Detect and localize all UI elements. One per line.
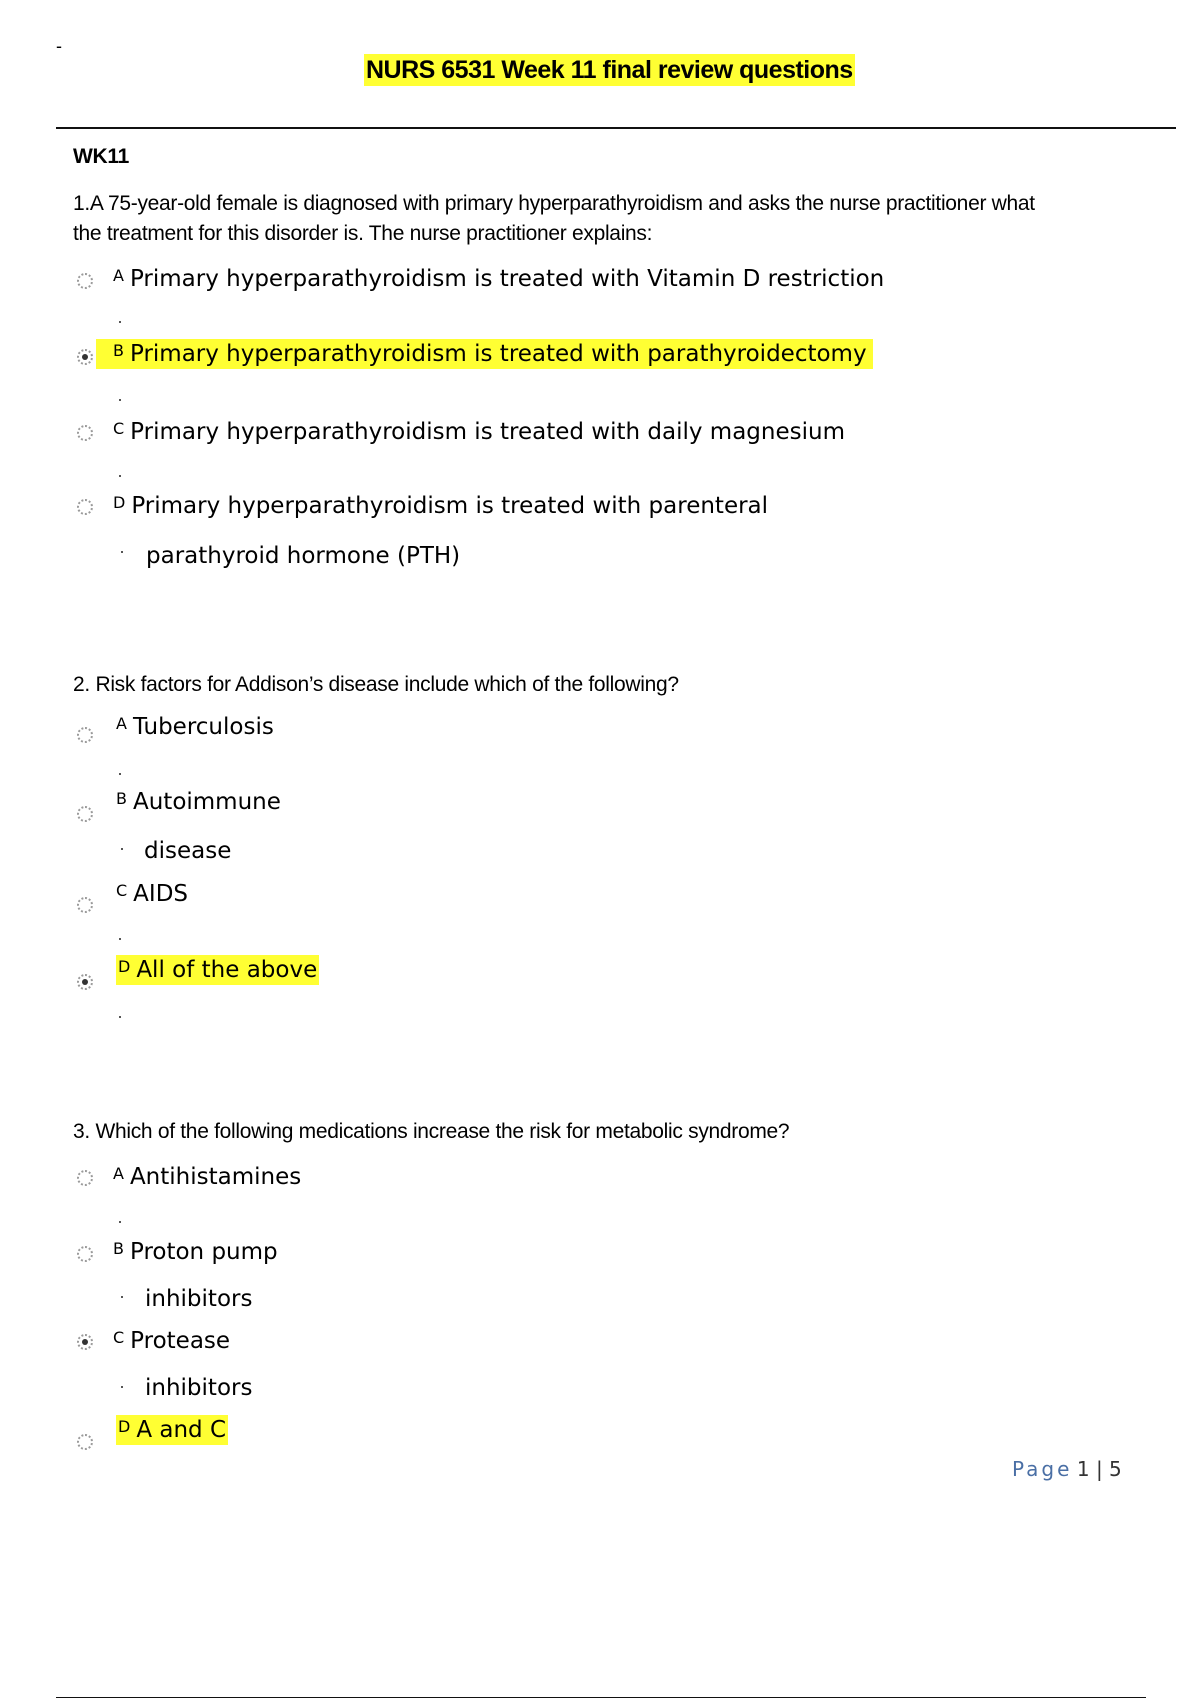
q1-option-d-radio[interactable] [77, 499, 93, 515]
q2-option-a[interactable] [116, 714, 274, 740]
section-label: WK11 [73, 145, 129, 168]
q3-option-c-continuation: inhibitors [145, 1375, 253, 1401]
q2-option-a-letter: A [116, 714, 127, 733]
q2-option-c[interactable] [116, 881, 188, 907]
q2-option-b-bullet [121, 848, 123, 850]
q2-option-a-bullet [119, 773, 121, 775]
page-label: Page [1012, 1457, 1073, 1481]
q3-option-b-text: Proton pump [129, 1239, 278, 1265]
q1-option-d-bullet [121, 551, 123, 553]
question-1-text-line2: the treatment for this disorder is. The nurse practitioner explains: [73, 222, 653, 245]
q1-option-c[interactable] [113, 419, 845, 445]
q3-option-c-text: Protease [130, 1328, 231, 1354]
header-rule [56, 127, 1176, 129]
q3-option-a-letter: A [113, 1164, 124, 1183]
q1-option-b-letter: B [113, 341, 124, 360]
page-title [364, 56, 855, 85]
q1-option-a-text: Primary hyperparathyroidism is treated with Vitamin D restriction [129, 266, 885, 292]
q3-option-c-radio[interactable] [77, 1334, 93, 1350]
q2-option-b[interactable] [116, 789, 281, 815]
q3-option-b-bullet [121, 1296, 123, 1298]
page-number: 1 | 5 [1076, 1457, 1122, 1481]
q1-option-d[interactable] [113, 493, 768, 519]
q2-option-c-letter: C [116, 881, 128, 900]
q2-option-a-text: Tuberculosis [132, 714, 274, 740]
q1-option-a-letter: A [113, 266, 124, 285]
q3-option-b-continuation: inhibitors [145, 1286, 253, 1312]
q2-option-d[interactable] [116, 955, 319, 985]
q2-option-a-radio[interactable] [77, 727, 93, 743]
q1-option-d-continuation: parathyroid hormone (PTH) [146, 543, 461, 569]
q3-option-d[interactable] [116, 1415, 228, 1445]
q1-option-d-text: Primary hyperparathyroidism is treated with parenteral [131, 493, 769, 519]
q1-option-b-bullet [119, 399, 121, 401]
q1-option-b-text: Primary hyperparathyroidism is treated with parathyroidectomy [129, 341, 867, 367]
q2-option-b-continuation: disease [144, 838, 232, 864]
footer-rule [56, 1697, 1146, 1698]
q3-option-a-text: Antihistamines [129, 1164, 302, 1190]
q1-option-c-letter: C [113, 419, 125, 438]
q2-option-d-bullet [119, 1016, 121, 1018]
q1-option-c-bullet [119, 475, 121, 477]
q3-option-b-radio[interactable] [77, 1246, 93, 1262]
q2-option-d-text: All of the above [136, 957, 318, 983]
q3-option-c[interactable] [113, 1328, 230, 1354]
q3-option-b[interactable] [113, 1239, 278, 1265]
page-footer [1012, 1457, 1122, 1481]
header-dash: - [56, 36, 62, 56]
q1-option-a-radio[interactable] [77, 273, 93, 289]
question-3-text: 3. Which of the following medications increase the risk for metabolic syndrome? [73, 1120, 790, 1143]
q1-option-b[interactable] [96, 339, 873, 369]
q2-option-c-bullet [119, 938, 121, 940]
q2-option-c-text: AIDS [133, 881, 188, 907]
q2-option-b-radio[interactable] [77, 806, 93, 822]
q2-option-d-letter: D [118, 957, 131, 976]
q3-option-a[interactable] [113, 1164, 301, 1190]
q3-option-b-letter: B [113, 1239, 124, 1258]
q2-option-d-radio[interactable] [77, 974, 93, 990]
q1-option-c-text: Primary hyperparathyroidism is treated with daily magnesium [130, 419, 845, 445]
q3-option-d-text: A and C [136, 1417, 227, 1443]
q1-option-a[interactable] [113, 266, 884, 292]
q2-option-b-letter: B [116, 789, 127, 808]
q2-option-b-text: Autoimmune [132, 789, 281, 815]
q3-option-d-letter: D [118, 1417, 131, 1436]
q1-option-a-bullet [119, 321, 121, 323]
question-1-text-line1: 1.A 75-year-old female is diagnosed with primary hyperparathyroidism and asks the nurse practitioner what [73, 192, 1035, 215]
q1-option-c-radio[interactable] [77, 425, 93, 441]
q1-option-d-letter: D [113, 493, 126, 512]
q3-option-a-radio[interactable] [77, 1170, 93, 1186]
q3-option-c-bullet [121, 1386, 123, 1388]
page-title-text: NURS 6531 Week 11 final review questions [366, 56, 853, 84]
q3-option-c-letter: C [113, 1328, 125, 1347]
q3-option-d-radio[interactable] [77, 1434, 93, 1450]
q1-option-b-radio[interactable] [77, 349, 93, 365]
q3-option-a-bullet [119, 1221, 121, 1223]
q2-option-c-radio[interactable] [77, 897, 93, 913]
question-2-text: 2. Risk factors for Addison’s disease include which of the following? [73, 673, 679, 696]
